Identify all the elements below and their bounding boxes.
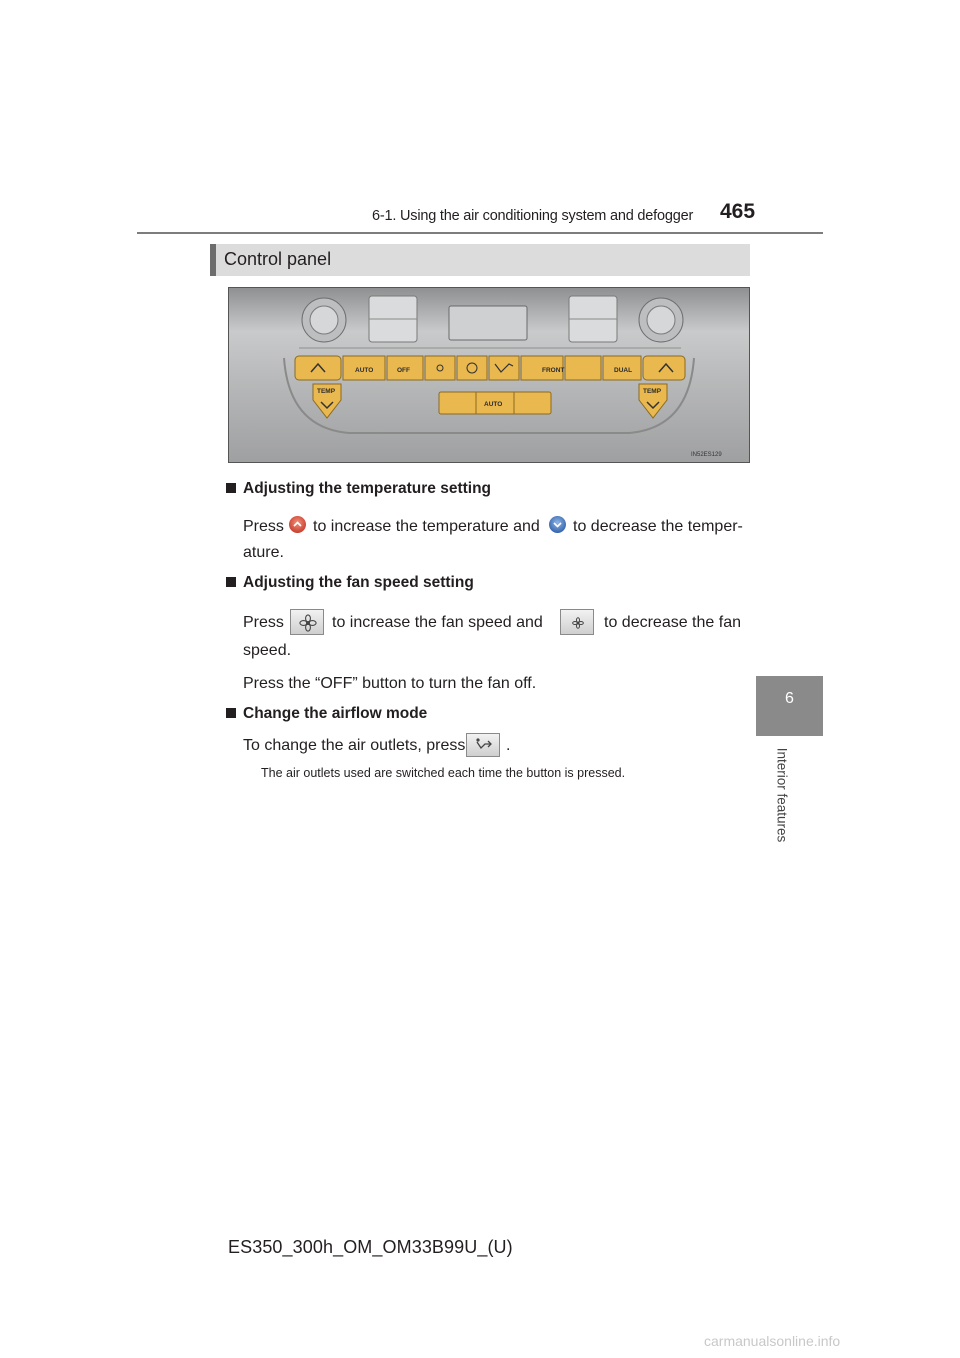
fan-press: Press bbox=[243, 614, 284, 631]
airflow-period: . bbox=[506, 737, 511, 754]
temp-line bbox=[243, 514, 284, 540]
section-title-bar bbox=[210, 244, 750, 276]
airflow-heading bbox=[226, 705, 427, 723]
temp-up-left-button bbox=[295, 356, 341, 380]
figure-id: IN52ES129 bbox=[691, 452, 722, 458]
control-panel-drawing bbox=[229, 288, 750, 463]
airflow-icon bbox=[466, 733, 500, 757]
temp-decrease: to decrease the temper- bbox=[573, 518, 743, 535]
fan-increase-icon bbox=[290, 609, 324, 635]
fan-heading bbox=[226, 574, 474, 592]
temp-increase: to increase the temperature and bbox=[313, 518, 540, 535]
label-temp-right: TEMP bbox=[643, 388, 662, 395]
temp-press: Press bbox=[243, 518, 284, 535]
airflow-text: To change the air outlets, press bbox=[243, 737, 466, 754]
fan-increase: to increase the fan speed and bbox=[332, 614, 543, 631]
temp-heading-text: Adjusting the temperature setting bbox=[243, 480, 492, 497]
button-row bbox=[295, 356, 685, 418]
label-off: OFF bbox=[397, 367, 410, 374]
fan-down-button-graphic bbox=[425, 356, 455, 380]
label-dual: DUAL bbox=[614, 367, 633, 374]
temp-up-right-button bbox=[643, 356, 685, 380]
center-display bbox=[449, 306, 527, 340]
airflow-button-graphic bbox=[489, 356, 519, 380]
section-title: Control panel bbox=[224, 249, 332, 269]
chapter-label: Interior features bbox=[774, 747, 790, 843]
chapter-label-wrap bbox=[772, 745, 792, 845]
fan-up-button-graphic bbox=[457, 356, 487, 380]
chapter-tab bbox=[756, 676, 823, 736]
fan-line2: speed. bbox=[243, 642, 292, 659]
page-number: 465 bbox=[720, 200, 756, 223]
bullet-square bbox=[226, 483, 236, 493]
temp-heading bbox=[226, 480, 491, 498]
airflow-heading-text: Change the airflow mode bbox=[243, 705, 428, 722]
bullet-square bbox=[226, 708, 236, 718]
temp-up-icon bbox=[289, 516, 306, 533]
fan-decrease: to decrease the fan bbox=[604, 614, 741, 631]
fan-off-text: Press the “OFF” button to turn the fan off. bbox=[243, 675, 537, 692]
label-temp-left: TEMP bbox=[317, 388, 336, 395]
section-bar-accent bbox=[210, 244, 216, 276]
temp-line2: ature. bbox=[243, 544, 284, 561]
fan-decrease-icon bbox=[560, 609, 594, 635]
header-rule bbox=[137, 232, 823, 234]
label-intake-auto: AUTO bbox=[484, 401, 503, 408]
rear-defog-button-graphic bbox=[565, 356, 601, 380]
fan-heading-text: Adjusting the fan speed setting bbox=[243, 574, 474, 591]
airflow-note: The air outlets used are switched each time the button is pressed. bbox=[261, 766, 626, 780]
temp-down-icon bbox=[549, 516, 566, 533]
label-auto: AUTO bbox=[355, 367, 374, 374]
watermark: carmanualsonline.info bbox=[704, 1333, 841, 1349]
running-header-title: 6-1. Using the air conditioning system and defogger bbox=[372, 208, 694, 224]
footer-model-code: ES350_300h_OM_OM33B99U_(U) bbox=[228, 1237, 513, 1257]
bullet-square bbox=[226, 577, 236, 587]
chapter-number: 6 bbox=[785, 690, 794, 707]
label-front: FRONT bbox=[542, 367, 565, 374]
control-panel-illustration bbox=[228, 287, 750, 463]
